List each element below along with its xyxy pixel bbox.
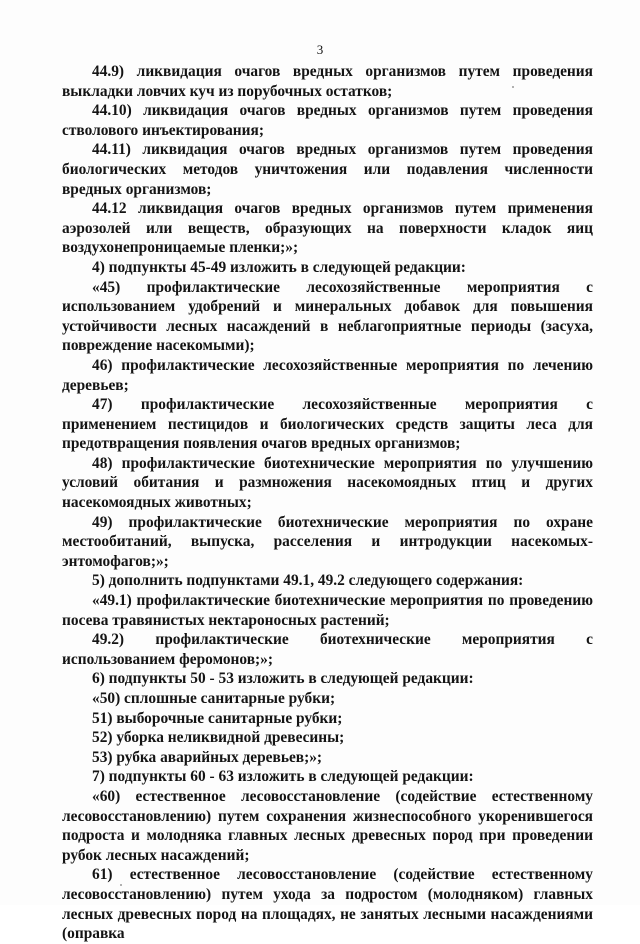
paragraph-item-6: 6) подпункты 50 - 53 изложить в следующей редакции:: [92, 670, 474, 688]
paragraph-50: «50) сплошные санитарные рубки;: [92, 690, 336, 707]
paragraph-47: 47) профилактические лесохозяйственные мероприятия с применением пестицидов и биологических средств защиты леса для предотвращения появления очагов вредных организмов;: [62, 396, 593, 453]
paragraph-44-11: 44.11) ликвидация очагов вредных организмов путем проведения биологических методов уничтожения или подавления численности вредных организмов;: [62, 141, 593, 198]
document-body: [62, 62, 593, 944]
paragraph-44-10: 44.10) ликвидация очагов вредных организмов путем проведения стволового инъектирования;: [62, 102, 593, 139]
paragraph-49: 49) профилактические биотехнические мероприятия по охране местообитаний, выпуска, расселения и интродукции насекомых-энтомофагов;»;: [62, 513, 593, 570]
page-number: 3: [316, 42, 324, 57]
paragraph-44-12: 44.12 ликвидация очагов вредных организмов путем применения аэрозолей или веществ, образующих на поверхности кладок яиц воздухонепроницаемые пленки;»;: [62, 200, 593, 257]
scan-speck: [512, 86, 514, 88]
paragraph-item-5: 5) дополнить подпунктами 49.1, 49.2 следующего содержания:: [92, 572, 524, 590]
paragraph-48: 48) профилактические биотехнические мероприятия по улучшению условий обитания и размножения насекомоядных птиц и других насекомоядных животных;: [62, 454, 593, 512]
paragraph-49-1: «49.1) профилактические биотехнические мероприятия по проведению посева травянистых нектароносных растений;: [62, 592, 593, 629]
paragraph-60: «60) естественное лесовосстановление (содействие естественному лесовосстановлению) путем сохранения жизнеспособного укоренившегося подроста и молодняка главных лесных древесных пород при проведении рубок лесных насаждений;: [62, 787, 593, 864]
paragraph-46: 46) профилактические лесохозяйственные мероприятия по лечению деревьев;: [62, 356, 593, 394]
paragraph-53: 53) рубка аварийных деревьев;»;: [92, 748, 323, 766]
paragraph-49-2: 49.2) профилактические биотехнические мероприятия с использованием феромонов;»;: [62, 631, 593, 668]
scan-speck: [120, 884, 122, 886]
paragraph-45: «45) профилактические лесохозяйственные мероприятия с использованием удобрений и минеральных добавок для повышения устойчивости лесных насаждений в неблагоприятные периоды (засуха, повреждение насекомыми);: [62, 278, 593, 355]
paragraph-item-4: 4) подпункты 45-49 изложить в следующей редакции:: [92, 258, 466, 276]
paragraph-44-9: 44.9) ликвидация очагов вредных организмов путем проведения выкладки ловчих куч из порубочных остатков;: [62, 63, 593, 100]
paragraph-61: 61) естественное лесовосстановление (содействие естественному лесовосстановлению) путем ухода за подростом (молодняком) главных лесных древесных пород на площадях, не занятых лесными насаждениями (оправка: [62, 866, 593, 943]
paragraph-52: 52) уборка неликвидной древесины;: [92, 729, 345, 747]
paragraph-51: 51) выборочные санитарные рубки;: [92, 709, 343, 727]
paragraph-item-7: 7) подпункты 60 - 63 изложить в следующей редакции:: [92, 768, 474, 786]
